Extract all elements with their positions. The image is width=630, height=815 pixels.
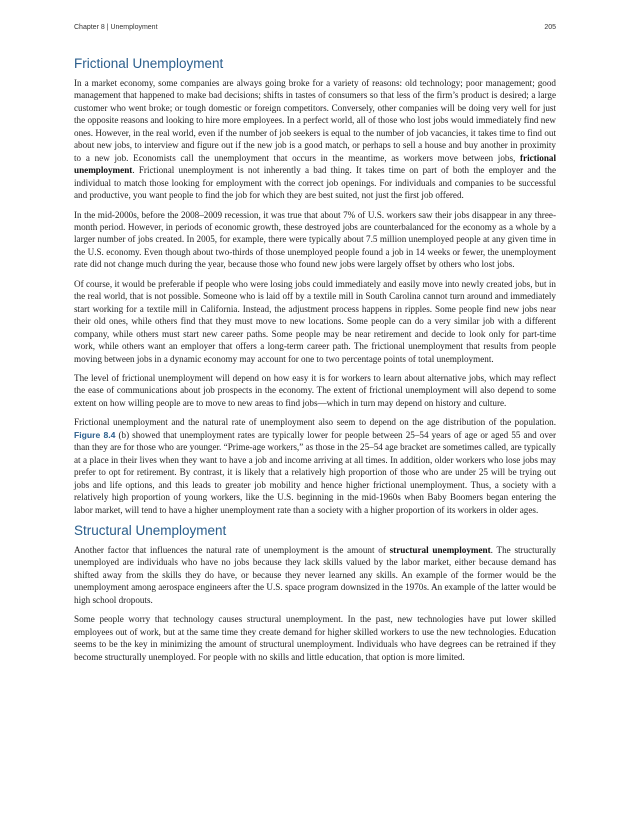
section-heading-frictional: Frictional Unemployment — [74, 56, 224, 71]
running-header — [74, 24, 556, 36]
paragraph: In the mid-2000s, before the 2008–2009 recession, it was true that about 7% of U.S. workers saw their jobs disappear in any three-month period. However, in periods of economic growth, these destroyed jobs are counterbalanced for the economy as a whole by a larger number of jobs created. In 2005, for example, there were typically about 7.5 million unemployed people at any given time in the U.S. economy. Even though about two-thirds of those unemployed people found a job in 14 weeks or fewer, the unemployment rate did not change much during the year, because those who found new jobs were largely offset by others who lost jobs. — [74, 209, 556, 270]
key-term: frictional unemployment — [74, 152, 556, 176]
chapter-title: Chapter 8 | Unemployment — [74, 24, 158, 31]
paragraph — [74, 416, 556, 516]
text-run: In a market economy, some companies are always going broke for a variety of reasons: old technology; poor management; good management that happened to make bad decisions; shifts in tastes of consumers so that less of the firm’s product is desired; a large customer who went broke; or tough domestic or foreign competitors. Conversely, other companies will be doing very well for just the opposite reasons and looking to hire more employees. In a perfect world, all of those who lost jobs would immediately find new ones. However, in the real world, even if the number of job seekers is equal to the number of job vacancies, it takes time to find out about new jobs, to interview and figure out if the new job is a good match, or perhaps to sell a house and buy another in proximity to a new job. Economists call the unemployment that occurs in the meantime, as workers move between jobs, — [74, 78, 556, 163]
paragraph — [74, 77, 556, 202]
page-number: 205 — [544, 24, 556, 31]
text-run: . The structurally unemployed are individuals who have no jobs because they lack skills valued by the labor market, either because demand has shifted away from the skills they do have, or because they never learned any skills. An example of the former would be the unemployment among aerospace engineers after the U.S. space program downsized in the 1970s. An example of the latter would be high school dropouts. — [74, 544, 556, 605]
text-run: Frictional unemployment and the natural rate of unemployment also seem to depend on the age distribution of the population. — [74, 417, 556, 428]
paragraph: The level of frictional unemployment will depend on how easy it is for workers to learn about alternative jobs, which may reflect the ease of communications about job prospects in the economy. The extent of frictional unemployment will also depend to some extent on how willing people are to move to new areas to find jobs—which in turn may depend on history and culture. — [74, 372, 556, 408]
text-run: . Frictional unemployment is not inherently a bad thing. It takes time on part of both the employer and the individual to match those looking for employment with the correct job openings. For individuals and companies to be successful and productive, you want people to find the job for which they are best suited, not just the first job offered. — [74, 165, 556, 201]
text-run: Another factor that influences the natural rate of unemployment is the amount of — [74, 544, 390, 555]
page — [74, 24, 556, 670]
paragraph: Of course, it would be preferable if people who were losing jobs could immediately and easily move into newly created jobs, but in the real world, that is not possible. Someone who is laid off by a textile mill in South Carolina cannot turn around and immediately start working for a textile mill in California. Instead, the adjustment process happens in ripples. Some people find new jobs near their old ones, while others find that they must move to new locations. Some people can do a very similar job with a different company, while others must start new career paths. Some people may be near retirement and decide to look only for part-time work, while others want an employer that offers a long-term career path. The frictional unemployment that results from people moving between jobs in a dynamic economy may account for one to two percentage points of total unemployment. — [74, 278, 556, 364]
text-run: (b) showed that unemployment rates are typically lower for people between 25–54 years of age or aged 55 and over than they are for those who are younger. “Prime-age workers,” as those in the 25–54 age bracket are sometimes called, are typically at a place in their lives when they want to have a job and income arriving at all times. In addition, older workers who lose jobs may prefer to opt for retirement. By contrast, it is likely that a relatively high proportion of those who are under 25 will be trying out jobs and life options, and this leads to greater job mobility and hence higher frictional unemployment. Thus, a society with a relatively high proportion of young workers, like the U.S. beginning in the mid-1960s when Baby Boomers began entering the labor market, will tend to have a higher unemployment rate than a society with a higher proportion of its workers in older ages. — [74, 429, 556, 515]
section-heading-structural: Structural Unemployment — [74, 522, 227, 538]
paragraph: Some people worry that technology causes structural unemployment. In the past, new technologies have put lower skilled employees out of work, but at the same time they create demand for higher skilled workers to use the new technologies. Education seems to be the key in minimizing the amount of structural unemployment. Individuals who have degrees can be retrained if they become structurally unemployed. For people with no skills and little education, that option is more limited. — [74, 614, 556, 662]
figure-link[interactable]: Figure 8.4 — [74, 429, 116, 440]
paragraph — [74, 544, 556, 606]
key-term: structural unemployment — [389, 544, 491, 555]
